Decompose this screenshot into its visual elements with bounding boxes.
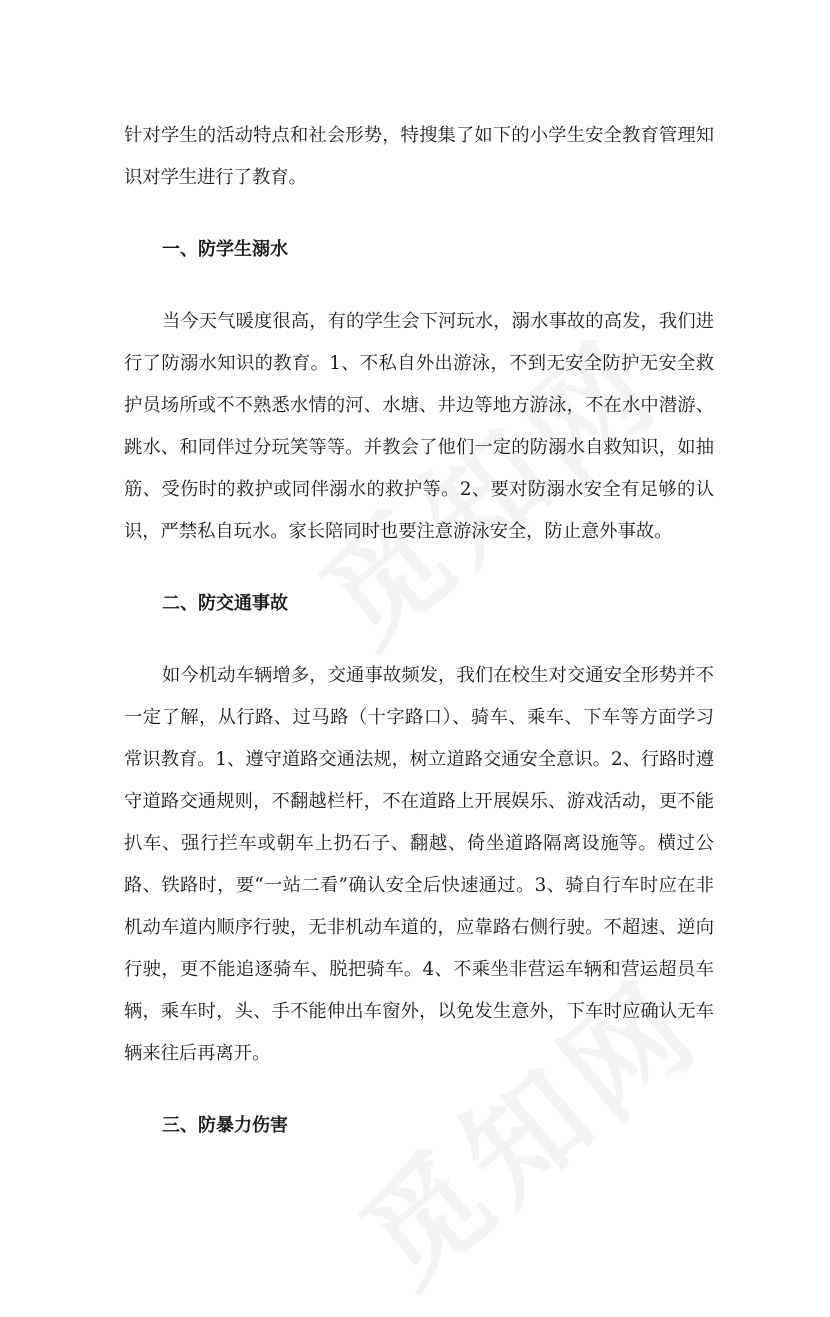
spacer [124,625,714,655]
section-heading-drowning: 一、防学生溺水 [162,239,288,260]
document-body [124,115,714,1147]
section-body-traffic: 如今机动车辆增多，交通事故频发，我们在校生对交通安全形势并不一定了解，从行路、过马路（十字路口）、骑车、乘车、下车等方面学习常识教育。1、遵守道路交通法规，树立道路交通安全意识。2、行路时遵守道路交通规则，不翻越栏杆，不在道路上开展娱乐、游戏活动，更不能扒车、强行拦车或朝车上扔石子、翻越、倚坐道路隔离设施等。横过公路、铁路时，要“一站二看”确认安全后快速通过。3、骑自行车时应在非机动车道内顺序行驶，无非机动车道的，应靠路右侧行驶。不超速、逆向行驶，更不能追逐骑车、脱把骑车。4、不乘坐非营运车辆和营运超员车辆，乘车时，头、手不能伸出车窗外，以免发生意外，下车时应确认无车辆来往后再离开。 [124,665,714,1064]
section-heading-traffic: 二、防交通事故 [162,593,288,614]
spacer [124,1075,714,1105]
section-body-drowning: 当今天气暖度很高，有的学生会下河玩水，溺水事故的高发，我们进行了防溺水知识的教育。1、不私自外出游泳，不到无安全防护无安全救护员场所或不不熟悉水情的河、水塘、井边等地方游泳，不在水中潜游、跳水、和同伴过分玩笑等等。并教会了他们一定的防溺水自救知识，如抽筋、受伤时的救护或同伴溺水的救护等。2、要对防溺水安全有足够的认识，严禁私自玩水。家长陪同时也要注意游泳安全，防止意外事故。 [124,311,714,542]
spacer [124,553,714,583]
section-heading-violence: 三、防暴力伤害 [162,1115,288,1136]
intro-paragraph: 针对学生的活动特点和社会形势，特搜集了如下的小学生安全教育管理知识对学生进行了教育。 [124,125,714,188]
spacer [124,199,714,229]
spacer [124,271,714,301]
